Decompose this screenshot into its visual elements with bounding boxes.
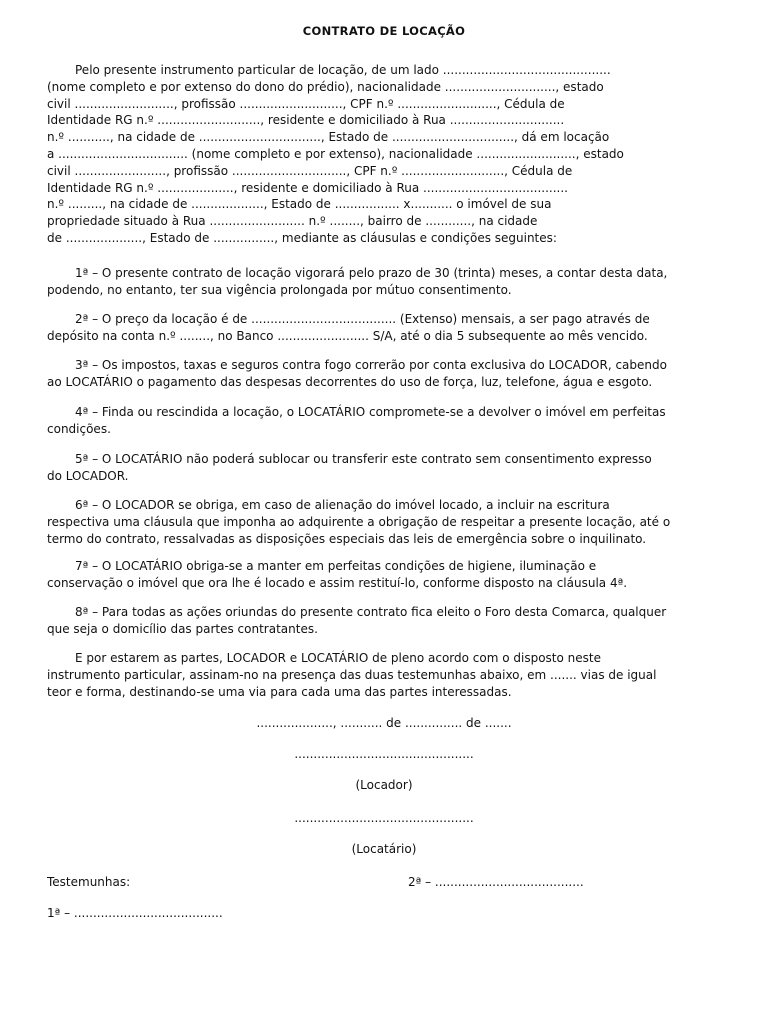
clause-line: depósito na conta n.º ........, no Banco ........................ S/A, até o dia 5 subsequente ao mês vencido. [47, 328, 648, 343]
preamble-line: (nome completo e por extenso do dono do prédio), nacionalidade ............................., estado [47, 79, 604, 94]
clause-line: condições. [47, 421, 111, 436]
clause-line: 4ª – Finda ou rescindida a locação, o LOCATÁRIO compromete-se a devolver o imóvel em perfeitas [75, 405, 666, 419]
closing-paragraph [47, 650, 737, 700]
preamble-line: Identidade RG n.º ...................., residente e domiciliado à Rua ...................................... [47, 180, 568, 195]
locador-label: (Locador) [355, 778, 413, 792]
preamble-line: n.º ........., na cidade de ..................., Estado de ................. x........... o imóvel de sua [47, 197, 552, 212]
clause-5 [47, 451, 737, 485]
clause-line: podendo, no entanto, ter sua vigência prolongada por mútuo consentimento. [47, 282, 512, 297]
clause-line: ao LOCATÁRIO o pagamento das despesas decorrentes do uso de força, luz, telefone, água e esgoto. [47, 374, 653, 389]
locatario-label: (Locatário) [351, 842, 417, 856]
clause-line: instrumento particular, assinam-no na presença das duas testemunhas abaixo, em ....... vias de igual [47, 667, 657, 682]
preamble-line: n.º ..........., na cidade de ................................, Estado de ................................, dá em locação [47, 130, 610, 145]
clause-8 [47, 604, 737, 638]
preamble-line: a .................................. (nome completo e por extenso), nacionalidade .........................., estado [47, 146, 624, 161]
clause-line: que seja o domicílio das partes contratantes. [47, 621, 318, 636]
preamble-line: Pelo presente instrumento particular de locação, de um lado ............................................ [75, 63, 611, 77]
clause-line: 1ª – O presente contrato de locação vigorará pelo prazo de 30 (trinta) meses, a contar desta data, [75, 266, 668, 280]
preamble [47, 62, 737, 247]
preamble-line: Identidade RG n.º ..........................., residente e domiciliado à Rua .............................. [47, 113, 565, 128]
clause-line: 8ª – Para todas as ações oriundas do presente contrato fica eleito o Foro desta Comarca, qualquer [75, 605, 667, 619]
clause-line: 7ª – O LOCATÁRIO obriga-se a manter em perfeitas condições de higiene, iluminação e [75, 559, 597, 573]
preamble-line: de ...................., Estado de ................, mediante as cláusulas e condições seguintes: [47, 230, 557, 245]
clause-2 [47, 311, 737, 345]
clause-line: respectiva uma cláusula que imponha ao adquirente a obrigação de respeitar a presente locação, até o [47, 514, 671, 529]
preamble-line: civil .........................., profissão ..........................., CPF n.º .........................., Cédula de [47, 96, 565, 111]
clause-line: 3ª – Os impostos, taxas e seguros contra fogo correrão por conta exclusiva do LOCADOR, cabendo [75, 358, 667, 372]
clause-line: E por estarem as partes, LOCADOR e LOCATÁRIO de pleno acordo com o disposto neste [75, 651, 601, 665]
clause-line: conservação o imóvel que ora lhe é locado e assim restituí-lo, conforme disposto na cláusula 4ª. [47, 575, 628, 590]
clause-line: 2ª – O preço da locação é de ...................................... (Extenso) mensais, a ser pago através de [75, 312, 650, 326]
clause-4 [47, 404, 737, 438]
clause-line: termo do contrato, ressalvadas as disposições especiais das leis de emergência sobre o inquilinato. [47, 531, 647, 546]
preamble-line: propriedade situado à Rua ......................... n.º ........, bairro de ............, na cidade [47, 214, 538, 229]
clause-6 [47, 497, 737, 547]
clause-line: do LOCADOR. [47, 468, 129, 483]
witness-2-line: 2ª – ....................................... [408, 875, 584, 889]
locatario-signature-line: ............................................... [294, 811, 474, 825]
clause-3 [47, 357, 737, 391]
contract-title: CONTRATO DE LOCAÇÃO [302, 24, 466, 38]
date-line: ...................., ........... de ............... de ....... [256, 716, 512, 730]
witness-1-line: 1ª – ....................................... [47, 906, 223, 920]
clause-line: 6ª – O LOCADOR se obriga, em caso de alienação do imóvel locado, a incluir na escritura [75, 498, 610, 512]
clause-1 [47, 265, 737, 299]
witnesses-label: Testemunhas: [47, 875, 131, 889]
clause-7 [47, 558, 737, 592]
clause-line: 5ª – O LOCATÁRIO não poderá sublocar ou transferir este contrato sem consentimento expresso [75, 452, 652, 466]
preamble-line: civil ........................, profissão .............................., CPF n.º ..........................., Cédula de [47, 163, 573, 178]
clause-line: teor e forma, destinando-se uma via para cada uma das partes interessadas. [47, 684, 512, 699]
locador-signature-line: ............................................... [294, 747, 474, 761]
